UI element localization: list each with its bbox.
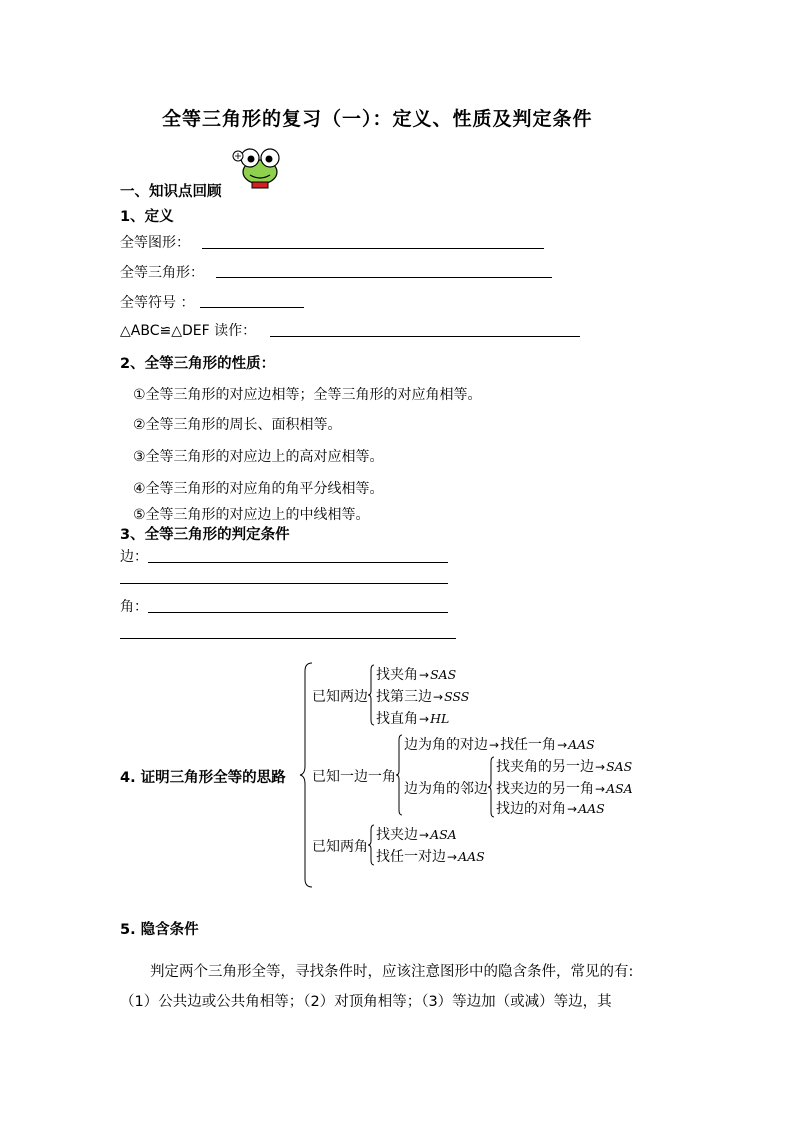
criterion-result: ASA <box>430 827 457 842</box>
frog-mascot-image <box>230 142 290 192</box>
page-title: 全等三角形的复习（一）：定义、性质及判定条件 <box>162 108 593 130</box>
answer-line[interactable] <box>202 248 544 249</box>
criterion-result: SSS <box>444 689 470 704</box>
answer-line[interactable] <box>148 612 448 613</box>
criterion-result: HL <box>430 711 450 726</box>
hidden-conditions-heading: 5. 隐含条件 <box>120 922 199 938</box>
criterion-result: AAS <box>458 849 485 864</box>
arrow-icon: → <box>489 738 500 752</box>
answer-line[interactable] <box>200 307 304 308</box>
arrow-icon: → <box>557 738 568 752</box>
congruence-symbol-label: 全等符号 ： <box>120 295 195 311</box>
criterion-result: ASA <box>606 781 633 796</box>
answer-line[interactable] <box>216 277 552 278</box>
branch-item <box>496 778 633 798</box>
criterion-result: AAS <box>578 801 605 816</box>
hidden-conditions-paragraph: （1）公共边或公共角相等；（2）对顶角相等；（3）等边加（或减）等边，其 <box>120 994 612 1010</box>
arrow-icon: → <box>595 782 606 796</box>
definition-heading: 1、定义 <box>120 209 174 225</box>
arrow-icon: → <box>567 802 578 816</box>
criterion-result: SAS <box>430 667 457 682</box>
answer-line[interactable] <box>270 336 580 337</box>
answer-line[interactable] <box>120 638 456 639</box>
branch-item <box>404 734 595 754</box>
answer-line[interactable] <box>120 583 448 584</box>
two-angles-label: 已知两角 <box>312 839 368 855</box>
property-item: ②全等三角形的周长、面积相等。 <box>133 417 342 433</box>
adjacent-brace <box>488 756 496 818</box>
branch-item <box>376 708 449 728</box>
branch-text: 找夹边 <box>376 827 418 843</box>
arrow-icon: → <box>419 712 430 726</box>
property-item: ①全等三角形的对应边相等；全等三角形的对应角相等。 <box>133 387 482 403</box>
branch-text: 找夹角的另一边 <box>496 759 594 775</box>
two-sides-brace <box>368 664 376 726</box>
branch-text: 找夹边的另一角 <box>496 781 594 797</box>
side-angle-brace <box>396 734 404 816</box>
branch-text: 找边的对角 <box>496 801 566 817</box>
hidden-conditions-paragraph: 判定两个三角形全等，寻找条件时，应该注意图形中的隐含条件，常见的有: <box>150 964 634 980</box>
arrow-icon: → <box>595 760 606 774</box>
proof-strategy-heading: 4. 证明三角形全等的思路 <box>120 770 286 786</box>
branch-text: 找第三边 <box>376 689 432 705</box>
branch-item <box>376 686 469 706</box>
properties-heading: 2、全等三角形的性质： <box>120 356 276 372</box>
branch-item <box>496 798 605 818</box>
two-angles-brace <box>368 824 376 866</box>
branch-text: 找任一对边 <box>376 849 446 865</box>
branch-item <box>376 824 457 844</box>
section-heading-review: 一、知识点回顾 <box>120 184 222 200</box>
branch-item <box>376 846 485 866</box>
side-label: 边： <box>120 549 148 565</box>
branch-text: 边为角的邻边 <box>404 781 488 797</box>
branch-text: 找直角 <box>376 711 418 727</box>
property-item: ④全等三角形的对应角的角平分线相等。 <box>133 481 384 497</box>
criteria-heading: 3、全等三角形的判定条件 <box>120 527 290 543</box>
arrow-icon: → <box>447 850 458 864</box>
congruent-triangle-label: 全等三角形： <box>120 265 204 281</box>
arrow-icon: → <box>419 828 430 842</box>
answer-line[interactable] <box>148 562 448 563</box>
arrow-icon: → <box>419 668 430 682</box>
branch-text: 边为角的对边 <box>404 737 488 753</box>
angle-label: 角： <box>120 599 148 615</box>
congruent-figure-label: 全等图形： <box>120 235 190 251</box>
criterion-result: AAS <box>568 737 595 752</box>
branch-item <box>496 756 632 776</box>
property-item: ③全等三角形的对应边上的高对应相等。 <box>133 449 384 465</box>
branch-item <box>376 664 456 684</box>
side-angle-label: 已知一边一角 <box>312 769 396 785</box>
branch-text: 找夹角 <box>376 667 418 683</box>
read-as-label: △ABC≌△DEF 读作： <box>120 323 257 339</box>
two-sides-label: 已知两边 <box>312 689 368 705</box>
branch-text: 找任一角 <box>500 737 557 753</box>
branch-item <box>404 778 488 798</box>
property-item: ⑤全等三角形的对应边上的中线相等。 <box>133 507 370 523</box>
arrow-icon: → <box>433 690 444 704</box>
criterion-result: SAS <box>606 759 633 774</box>
